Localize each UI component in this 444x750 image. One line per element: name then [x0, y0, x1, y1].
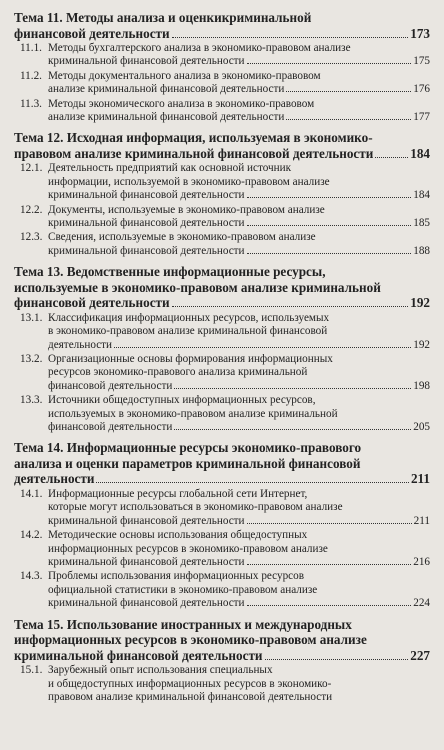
leader-dots [286, 91, 411, 92]
subsection-entry[interactable] [14, 353, 430, 393]
subsection-number: 11.1. [20, 42, 42, 54]
leader-dots [96, 482, 408, 483]
subsection-lastline [48, 380, 430, 393]
subsection-line: криминальной финансовой деятельности [48, 514, 245, 527]
subsection-page-number: 224 [413, 597, 430, 610]
subsection-line: Методы документального анализа в экономико-правовом [48, 69, 321, 82]
subsection-number: 12.3. [20, 231, 43, 244]
subsection-page-number: 205 [413, 421, 430, 434]
toc-topic [14, 440, 430, 610]
subsection-line: Классификация информационных ресурсов, используемых [48, 311, 330, 324]
topic-title[interactable] [14, 264, 430, 311]
subsection-body [48, 353, 430, 393]
topic-title-line: Тема 14. Информационные ресурсы экономико-правового [14, 440, 362, 456]
topic-title-line: Тема 15. Использование иностранных и международных [14, 616, 352, 632]
subsection-lastline [48, 83, 430, 96]
subsection-line: криминальной финансовой деятельности [48, 217, 245, 230]
topic-title-line: финансовой деятельности [14, 25, 170, 41]
subsection-page-number: 175 [413, 55, 430, 68]
topic-title[interactable] [14, 10, 430, 41]
subsection-body [48, 162, 430, 202]
topic-page-number: 173 [410, 25, 430, 41]
leader-dots [247, 523, 412, 524]
topic-title-line: деятельности [14, 471, 95, 487]
topic-title-lastline [14, 648, 430, 664]
subsection-line: информации, используемой в экономико-правовом анализе [48, 175, 330, 188]
subsection-number: 14.2. [20, 529, 43, 542]
subsection-body [48, 204, 430, 231]
subsection-lastline [48, 245, 430, 258]
subsection-page-number: 177 [413, 111, 430, 124]
leader-dots [247, 225, 412, 226]
leader-dots [114, 347, 411, 348]
subsection-lastline [48, 597, 430, 610]
subsection-line: криминальной финансовой деятельности [48, 55, 245, 68]
subsection-lastline [48, 111, 430, 124]
topic-title-lastline [14, 146, 430, 162]
subsection-body [48, 394, 430, 434]
topic-title[interactable] [14, 130, 430, 161]
subsection-line: Организационные основы формирования информационных [48, 353, 333, 365]
subsection-line: криминальной финансовой деятельности [48, 189, 245, 202]
subsection-line: ресурсов экономико-правового анализа криминальной [48, 366, 308, 379]
topic-page-number: 192 [410, 295, 430, 311]
toc-topic [14, 130, 430, 258]
topic-title-lastline [14, 295, 430, 311]
subsection-page-number: 198 [413, 379, 430, 392]
subsection-lastline [48, 339, 430, 352]
subsection-body [48, 231, 430, 258]
subsection-body [48, 312, 430, 352]
subsection-line: Зарубежный опыт использования специальных [48, 664, 273, 677]
leader-dots [172, 37, 409, 38]
leader-dots [286, 119, 411, 120]
leader-dots [247, 605, 412, 606]
topic-title-line: используемые в экономико-правовом анализе криминальной [14, 279, 381, 295]
leader-dots [247, 564, 412, 565]
topic-title-line: Тема 11. Методы анализа и оценкикриминальной [14, 10, 312, 25]
subsection-page-number: 184 [413, 189, 430, 202]
subsection-line: Документы, используемые в экономико-правовом анализе [48, 203, 325, 216]
subsection-body [48, 42, 430, 69]
toc-topic [14, 617, 430, 705]
topic-title-line: Тема 12. Исходная информация, используемая в экономико- [14, 130, 373, 146]
subsection-lastline [48, 421, 430, 434]
subsection-line: Источники общедоступных информационных ресурсов, [48, 394, 316, 407]
subsection-lastline [48, 189, 430, 202]
toc-topic [14, 264, 430, 434]
subsection-number: 14.3. [20, 570, 43, 583]
subsection-body [48, 98, 430, 125]
topic-title-lastline [14, 26, 430, 42]
subsection-line: и общедоступных информационных ресурсов в экономико- [48, 677, 332, 690]
subsection-lastline [48, 217, 430, 230]
subsection-entry[interactable] [14, 529, 430, 569]
subsection-entry[interactable] [14, 570, 430, 610]
subsection-number: 13.2. [20, 353, 43, 365]
subsection-line: официальной статистики в экономико-правовом анализе [48, 583, 318, 596]
leader-dots [247, 63, 412, 64]
subsection-body [48, 664, 430, 704]
subsection-number: 11.3. [20, 97, 42, 110]
subsection-line: финансовой деятельности [48, 421, 173, 434]
subsection-page-number: 188 [413, 244, 430, 257]
subsection-body [48, 70, 430, 97]
subsection-line: деятельности [48, 338, 113, 351]
subsection-entry[interactable] [14, 231, 430, 258]
topic-title-line: Тема 13. Ведомственные информационные ресурсы, [14, 264, 326, 280]
topic-title[interactable] [14, 440, 430, 487]
subsection-number: 11.2. [20, 69, 42, 82]
subsection-line: криминальной финансовой деятельности [48, 244, 245, 257]
subsection-body [48, 570, 430, 610]
subsection-line: Деятельность предприятий как основной источник [48, 162, 292, 175]
topic-title[interactable] [14, 617, 430, 664]
subsection-page-number: 176 [413, 83, 430, 96]
topic-title-lastline [14, 471, 430, 487]
subsection-number: 13.1. [20, 311, 43, 324]
leader-dots [247, 253, 412, 254]
subsection-body [48, 488, 430, 528]
subsection-entry[interactable] [14, 312, 430, 352]
topic-page-number: 184 [410, 145, 430, 161]
leader-dots [375, 157, 408, 158]
subsection-entry[interactable] [14, 98, 430, 125]
subsection-line: в экономико-правовом анализе криминальной финансовой [48, 325, 328, 338]
subsection-lastline [48, 515, 430, 528]
leader-dots [174, 429, 411, 430]
subsection-number: 13.3. [20, 394, 43, 407]
subsection-line: которые могут использоваться в экономико-правовом анализе [48, 501, 343, 514]
subsection-line: Методы бухгалтерского анализа в экономико-правовом анализе [48, 42, 351, 54]
subsection-entry[interactable] [14, 664, 430, 704]
subsection-page-number: 211 [413, 514, 430, 527]
subsection-entry[interactable] [14, 162, 430, 202]
subsection-line: финансовой деятельности [48, 379, 173, 392]
subsection-line: Сведения, используемые в экономико-правовом анализе [48, 231, 316, 244]
subsection-page-number: 216 [413, 555, 430, 568]
subsection-entry[interactable] [14, 488, 430, 528]
subsection-body [48, 529, 430, 569]
subsection-number: 15.1. [20, 664, 43, 677]
subsection-entry[interactable] [14, 42, 430, 69]
subsection-line: информационных ресурсов в экономико-правовом анализе [48, 542, 328, 555]
leader-dots [174, 388, 411, 389]
subsection-line: криминальной финансовой деятельности [48, 597, 245, 610]
subsection-line: Методические основы использования общедоступных [48, 529, 308, 542]
subsection-line: Информационные ресурсы глобальной сети Интернет, [48, 487, 308, 500]
subsection-line: криминальной финансовой деятельности [48, 555, 245, 568]
topic-title-line: финансовой деятельности [14, 295, 170, 311]
topic-page-number: 211 [410, 471, 430, 487]
subsection-entry[interactable] [14, 70, 430, 97]
topic-title-line: информационных ресурсов в экономико-правовом анализе [14, 632, 367, 648]
subsection-number: 14.1. [20, 487, 43, 500]
toc-topic [14, 10, 430, 124]
subsection-line: анализе криминальной финансовой деятельности [48, 111, 285, 124]
subsection-entry[interactable] [14, 204, 430, 231]
subsection-lastline [48, 55, 430, 68]
subsection-page-number: 192 [413, 338, 430, 351]
topic-title-line: правовом анализе криминальной финансовой деятельности [14, 145, 374, 161]
subsection-number: 12.2. [20, 203, 43, 216]
leader-dots [172, 306, 409, 307]
subsection-line: Проблемы использования информационных ресурсов [48, 570, 305, 583]
subsection-page-number: 185 [413, 217, 430, 230]
subsection-number: 12.1. [20, 162, 43, 175]
subsection-line: используемых в экономико-правовом анализе криминальной [48, 407, 338, 420]
topic-title-line: криминальной финансовой деятельности [14, 647, 263, 663]
subsection-line: анализе криминальной финансовой деятельности [48, 83, 285, 96]
leader-dots [265, 659, 409, 660]
topic-title-line: анализа и оценки параметров криминальной финансовой [14, 455, 361, 471]
subsection-line: Методы экономического анализа в экономико-правовом [48, 97, 315, 110]
subsection-line: правовом анализе криминальной финансовой деятельности [48, 690, 333, 703]
leader-dots [247, 197, 412, 198]
subsection-entry[interactable] [14, 394, 430, 434]
subsection-lastline [48, 556, 430, 569]
topic-page-number: 227 [410, 647, 430, 663]
